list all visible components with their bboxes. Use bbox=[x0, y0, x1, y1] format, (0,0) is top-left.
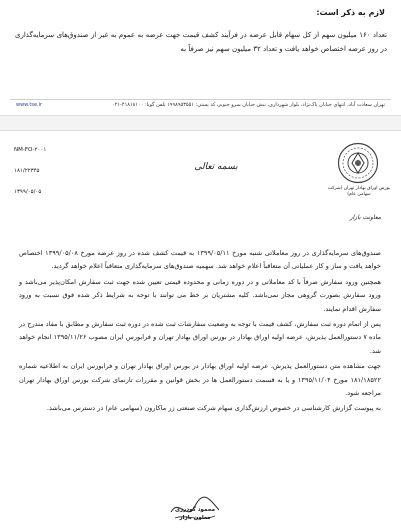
logo-caption: بورس اوراق بهادار تهران (شرکت سهامی عام) bbox=[327, 186, 391, 197]
department-label: معاونت بازار bbox=[349, 214, 381, 221]
top-paragraph: تعداد ۱۶۰ میلیون سهم از کل سهام قابل عرضه در فرآیند کشف قیمت جهت عرضه به عموم به غیر از صندوق‌های سرمایه‌گذاری در روز عرضه اختصاص خواهد یافت و تعداد ۳۲ میلیون سهم نیز صرفاً به bbox=[15, 31, 387, 53]
note-title: لازم به ذکر است: bbox=[316, 8, 385, 17]
body-paragraph: به پیوست گزارش کارشناسی در خصوص ارزش‌گذاری سهام شرکت صنعتی زر ماکارون (سهامی عام) در دسترس می‌باشد. bbox=[46, 404, 381, 413]
page-separator bbox=[0, 115, 401, 131]
signatory bbox=[172, 506, 218, 522]
body-paragraph: همچنین ورود سفارش صرفاً با کد معاملاتی و در دوره زمانی و محدوده قیمتی تعیین شده جهت ثبت سفارش امکان‌پذیر می‌باشد و ورود سفارش بصورت گروهی مجاز نمی‌باشد. کلیه مشتریان بر خط می توانند با توجه به شرایط ذکر شده فوق نسبت به ورود سفارش اقدام نمایند. bbox=[19, 277, 381, 313]
previous-page-tail bbox=[0, 0, 401, 115]
tse-logo-icon bbox=[337, 142, 379, 184]
letter-body bbox=[19, 247, 381, 418]
letter-number: ۱۸۱/۲۲۳۴۵ bbox=[14, 168, 40, 174]
footer-divider bbox=[10, 99, 391, 100]
footer-website[interactable]: www.tse.ir bbox=[16, 102, 43, 108]
body-paragraph: صندوق‌های سرمایه‌گذاری در روز معاملاتی شنبه مورخ ۱۳۹۹/۰۵/۱۱ به قیمت کشف شده در روز عرضه مورخ ۱۳۹۹/۰۵/۰۸ اختصاص خواهد یافت و ساز و کار عملیاتی آن متعاقباً اعلام خواهد شد. سهمیه صندوق‌های سرمایه‌گذاری متعاقباً اعلام خواهد گردید. bbox=[19, 249, 381, 271]
body-paragraph: پس از اتمام دوره ثبت سفارش، کشف قیمت با توجه به وضعیت سفارشات ثبت شده در دوره ثبت سفارش و مطابق با مفاد مندرج در ماده ۷ دستورالعمل پذیرش، عرضه اولیه اوراق بهادار در بورس اوراق بهادار تهران و فرابورس ایران مصوب ۱۳۹۵/۱۱/۲۶ انجام خواهد شد. bbox=[19, 320, 381, 355]
footer-address: تهران سعادت آباد، انتهای خیابان پاک‌نژاد، بلوار شهرداری، نبش خیابان سرو جنوبی کد پستی: ۱۹۹۸۹۵۳۵۵۱ تلفن گویا: ۴۱۸۱۸۱۰۰-۰۲۱ bbox=[112, 102, 385, 108]
signatory-title: معاون بازار bbox=[179, 515, 211, 521]
signatory-name: محمود گودرزی bbox=[174, 507, 216, 513]
letter-date: ۱۳۹۹/۰۵/۰۵ bbox=[14, 189, 42, 195]
basmala-heading: بسمه تعالی bbox=[194, 162, 238, 172]
page-footer bbox=[16, 102, 385, 108]
letter-meta bbox=[14, 140, 84, 203]
form-code: NM-FO-۲۰۰۱ bbox=[14, 147, 47, 153]
body-paragraph: جهت مشاهده متن دستورالعمل پذیرش، عرضه اولیه اوراق بهادار در بورس اوراق بهادار تهران و فرابورس ایران به اطلاعیه شماره ۱۸۱/۱۸۵۲۲ مورخ ۱۳۹۵/۱۱/۰۴ و یا به قسمت دستورالعمل ها در بخش قوانین و مقررات تارنمای شرکت بورس اوراق بهادار تهران مراجعه شود. bbox=[19, 362, 381, 398]
